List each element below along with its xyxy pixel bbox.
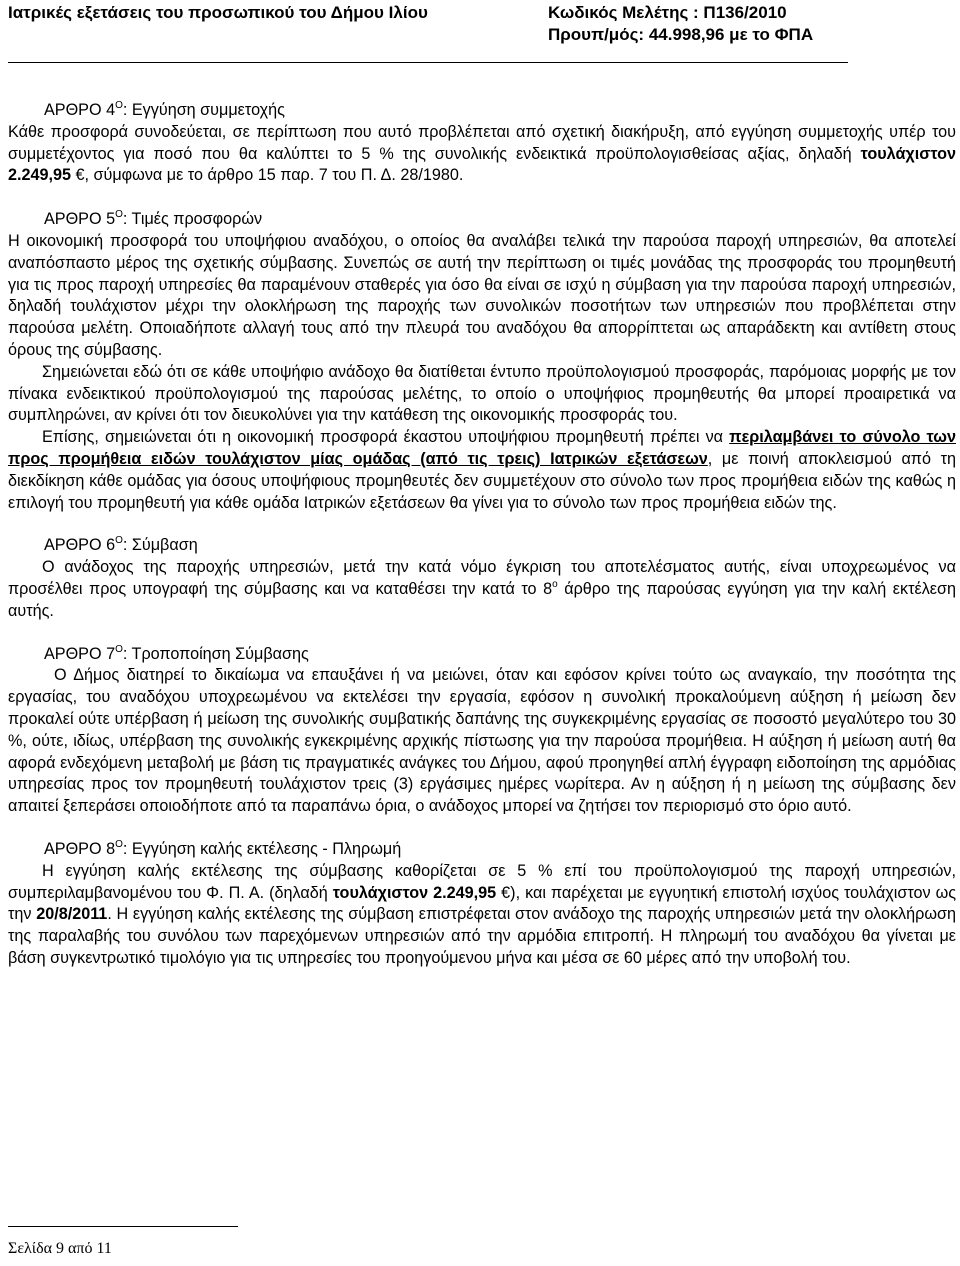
article-8-title: ΑΡΘΡΟ $8^O$: Εγγύηση καλής εκτέλεσης - Πληρωμή (44, 838, 402, 858)
article-7 (8, 644, 956, 818)
article-4-paragraph: Κάθε προσφορά συνοδεύεται, σε περίπτωση που αυτό προβλέπεται από σχετική διακήρυξη, από εγγύηση συμμετοχής υπέρ του συμμετέχοντος για ποσό που θα καλύπτει το 5 % της συνολικής ενδεικτικά προϋπολογισθείσας αξίας, δηλαδή τουλάχιστον 2.249,95 €, σύμφωνα με το άρθρο 15 παρ. 7 του Π. Δ. 28/1980. (8, 122, 956, 185)
article-6-title: ΑΡΘΡΟ $6^O$: Σύμβαση (44, 535, 198, 555)
article-8-paragraph: Η εγγύηση καλής εκτέλεσης της σύμβασης καθορίζεται σε 5 % επί του προϋπολογισμού της παροχή υπηρεσιών, συμπεριλαμβανομένου του Φ. Π. Α. (δηλαδή τουλάχιστον 2.249,95 €), και παρέχεται με εγγυητική επιστολή ισχύος τουλάχιστον ως την 20/8/2011. Η εγγύηση καλής εκτέλεσης της σύμβαση επιστρέφεται στον ανάδοχο της παροχής υπηρεσιών μετά την ολοκλήρωση της παραλαβής του συνόλου των παρεχόμενων υπηρεσιών από την αρμόδια επιτροπή. Η πληρωμή του αναδόχου θα γίνεται με βάση συγκεντρωτικό τιμολόγιο για τις υπηρεσίες του προηγούμενου μήνα και μέσα σε 60 μέρες από την υποβολή του. (8, 861, 957, 967)
document-body (8, 100, 956, 970)
header-budget: Προυπ/μός: 44.998,96 με το ΦΠΑ (548, 25, 814, 44)
article-7-paragraph: Ο Δήμος διατηρεί το δικαίωμα να επαυξάνει ή να μειώνει, όταν και εφόσον κρίνει τούτο ως αναγκαίο, την ποσότητα της εργασίας, του αναδόχου υποχρεωμένου να εκτελέσει την εργασία, εφόσον η συνολική προκαλούμενη αύξηση ή μείωση δεν προκαλεί ούτε υπέρβαση ή μείωση της συνολικής συμβατικής δαπάνης της συγκεκριμένης εργασίας σε ποσοστό μεγαλύτερο του 30 %, ούτε, ιδίως, υπέρβαση της συνολικής εγκεκριμένης αρχικής πίστωσης για την παρούσα προμήθεια. Η αύξηση ή μείωση αυτή θα αφορά ενδεχόμενη μεταβολή με βάση τις πραγματικές ανάγκες του Δήμου, αφού προηγηθεί απλή έγγραφη ειδοποίηση της αρμόδιας υπηρεσίας προς τον προμηθευτή τουλάχιστον τρεις (3) εργάσιμες ημέρες νωρίτερα. Αν η αύξηση ή η μείωση της σύμβασης δεν απαιτεί ξεπεράσει οποιοδήποτε από τα παραπάνω όρια, ο ανάδοχος μπορεί να ζητήσει τον περιορισμό στο όριο αυτό. (8, 666, 956, 816)
header-study-info (548, 2, 813, 46)
article-8 (8, 839, 956, 970)
article-5-paragraph-3: Επίσης, σημειώνεται ότι η οικονομική προσφορά έκαστου υποψήφιου προμηθευτή πρέπει να περιλαμβάνει το σύνολο των προς προμήθεια ειδών τουλάχιστον μίας ομάδας (από τις τρεις) Ιατρικών εξετάσεων, με ποινή αποκλεισμού από τη διεκδίκηση κάθε ομάδας για όσους υποψήφιους προμηθευτές δεν συμμετέχουν στο σύνολο των προς προμήθεια ειδών της καθώς η επιλογή του προμηθευτή για κάθε ομάδα Ιατρικών εξετάσεων θα γίνει για το σύνολο των προς προμήθεια ειδών της. (8, 428, 957, 512)
article-6-paragraph: Ο ανάδοχος της παροχής υπηρεσιών, μετά την κατά νόμο έγκριση του αποτελέσματος αυτής, είναι υποχρεωμένος να προσέλθει προς υπογραφή της σύμβασης και να καταθέσει την κατά το $8^o$ άρθρο της παρούσας εγγύηση για την καλή εκτέλεση αυτής. (8, 558, 956, 620)
page-footer (8, 1226, 958, 1266)
article-4-title: ΑΡΘΡΟ $4^O$: Εγγύηση συμμετοχής (44, 100, 285, 119)
article-6 (8, 535, 956, 622)
article-5 (8, 209, 956, 514)
article-4 (8, 100, 956, 187)
page-header (8, 2, 848, 63)
article-5-title: ΑΡΘΡΟ $5^O$: Τιμές προσφορών (44, 209, 263, 229)
article-5-paragraph-2: Σημειώνεται εδώ ότι σε κάθε υποψήφιο ανάδοχο θα διατίθεται έντυπο προϋπολογισμού προσφοράς, παρόμοιας μορφής με τον πίνακα ενδεικτικού προϋπολογισμού της παρούσας μελέτης, το οποίο ο υποψήφιος προμηθευτής θα μπορεί προαιρετικά να συμπληρώνει, αν κρίνει ότι τον διευκολύνει για την κατάθεση της οικονομικής προσφοράς του. (8, 362, 956, 425)
article-5-paragraph-1: Η οικονομική προσφορά του υποψήφιου αναδόχου, ο οποίος θα αναλάβει τελικά την παρούσα παροχή υπηρεσιών, θα αποτελεί αναπόσπαστο μέρος της σχετικής σύμβασης. Συνεπώς σε αυτή την περίπτωση οι τιμές μονάδας της προσφοράς του προμηθευτή για τις προς παροχή υπηρεσίες θα παραμένουν σταθερές για όσο θα είναι σε ισχύ η σύμβαση για την παρούσα παροχή υπηρεσιών, δηλαδή τουλάχιστον μέχρι την ολοκλήρωση της παροχής των συνολικών ποσοτήτων των υπηρεσιών που προβλέπεται στην παρούσα μελέτη. Οποιαδήποτε αλλαγή τους από την πλευρά του αναδόχου θα απορρίπτεται ως απαράδεκτη και αντίθετη στους όρους της σύμβασης. (8, 231, 956, 359)
header-title: Ιατρικές εξετάσεις του προσωπικού του Δήμου Ιλίου (8, 3, 428, 22)
header-study-code: Κωδικός Μελέτης : Π136/2010 (548, 3, 787, 22)
page-number: Σελίδα 9 από 11 (8, 1240, 112, 1257)
footer-rule (8, 1226, 238, 1227)
article-7-title: ΑΡΘΡΟ $7^O$: Τροποποίηση Σύμβασης (44, 643, 309, 663)
